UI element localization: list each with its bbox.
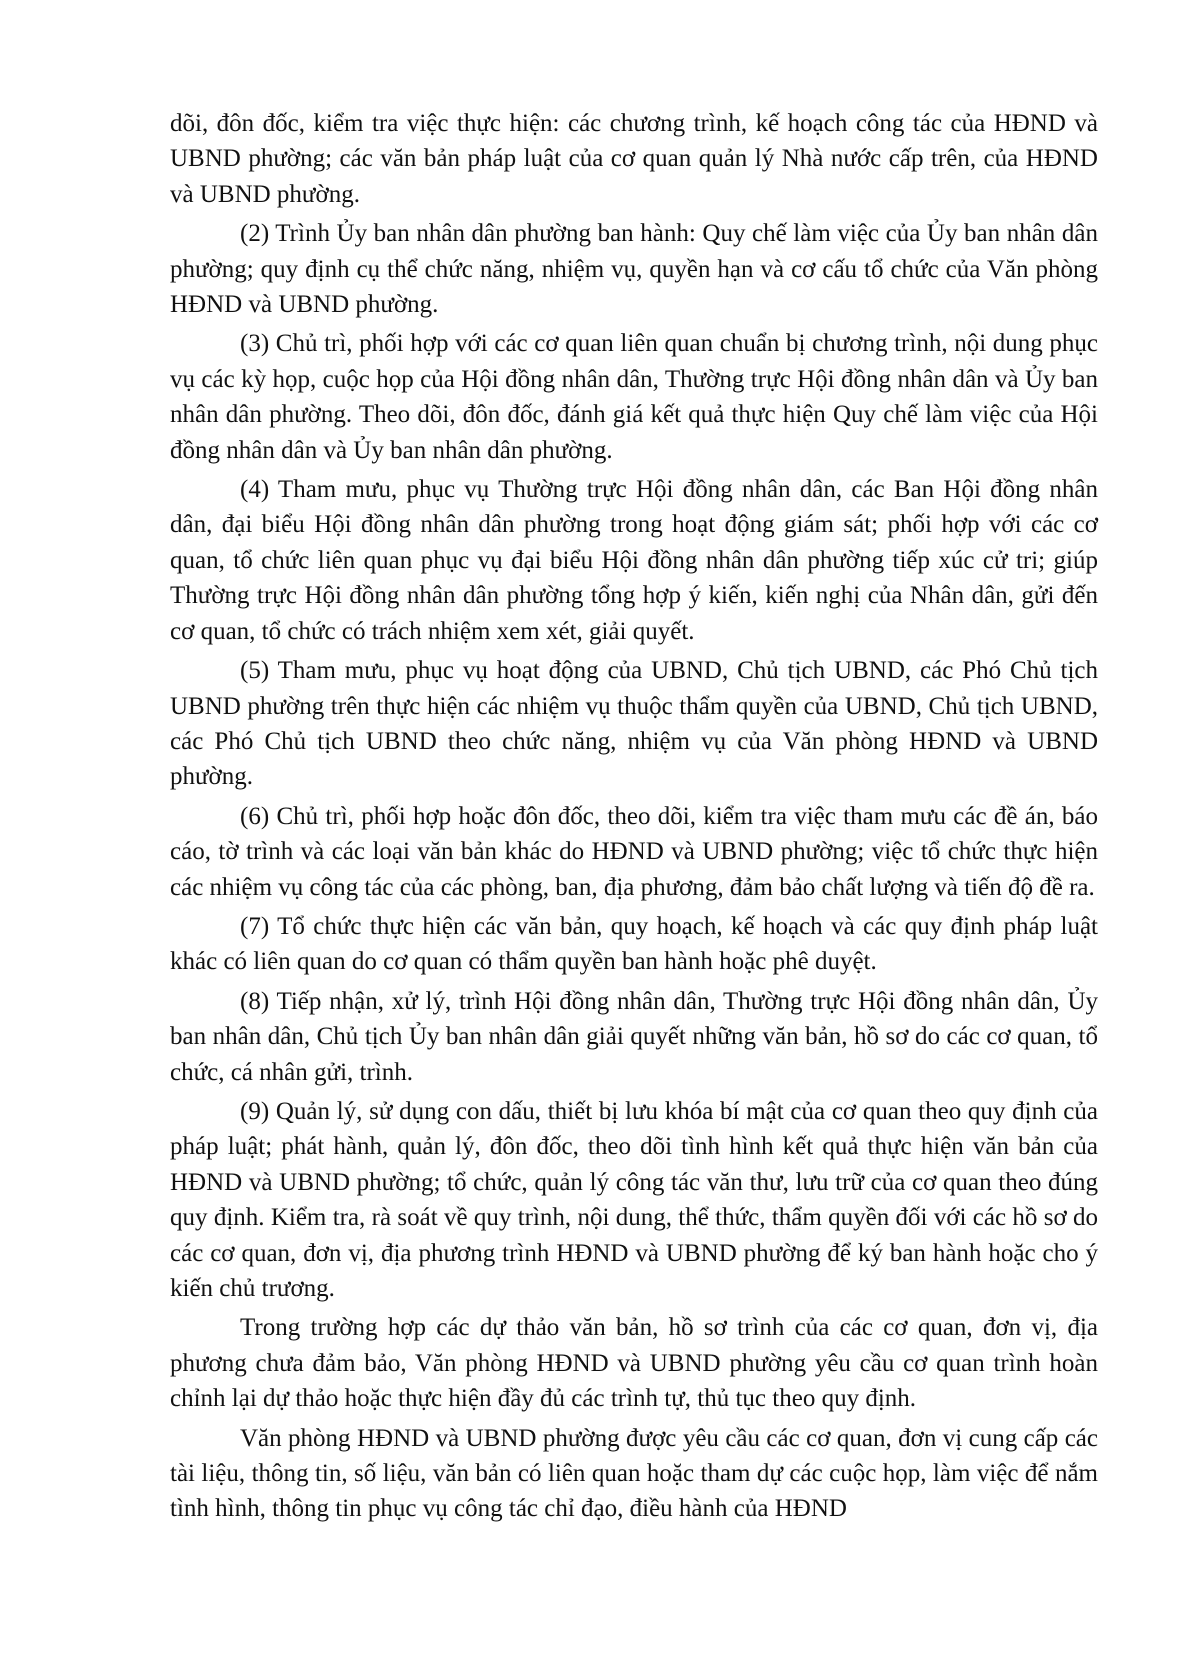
paragraph-continuation: dõi, đôn đốc, kiểm tra việc thực hiện: các chương trình, kế hoạch công tác của HĐND và UBND phường; các văn bản pháp luật của cơ quan quản lý Nhà nước cấp trên, của HĐND và UBND phường. — [170, 110, 1098, 208]
paragraph-item-7: (7) Tổ chức thực hiện các văn bản, quy hoạch, kế hoạch và các quy định pháp luật khác có liên quan do cơ quan có thẩm quyền ban hành hoặc phê duyệt. — [170, 912, 1098, 976]
paragraph-item-5: (5) Tham mưu, phục vụ hoạt động của UBND, Chủ tịch UBND, các Phó Chủ tịch UBND phường trên thực hiện các nhiệm vụ thuộc thẩm quyền của UBND, Chủ tịch UBND, các Phó Chủ tịch UBND theo chức năng, nhiệm vụ của Văn phòng HĐND và UBND phường. — [170, 657, 1098, 791]
paragraph-office-rights: Văn phòng HĐND và UBND phường được yêu cầu các cơ quan, đơn vị cung cấp các tài liệu, thông tin, số liệu, văn bản có liên quan hoặc tham dự các cuộc họp, làm việc để nắm tình hình, thông tin phục vụ công tác chỉ đạo, điều hành của HĐND — [170, 1424, 1098, 1523]
paragraph-item-9: (9) Quản lý, sử dụng con dấu, thiết bị lưu khóa bí mật của cơ quan theo quy định của pháp luật; phát hành, quản lý, đôn đốc, theo dõi tình hình kết quả thực hiện văn bản của HĐND và UBND phường; tổ chức, quản lý công tác văn thư, lưu trữ của cơ quan theo đúng quy định. Kiểm tra, rà soát về quy trình, nội dung, thể thức, thẩm quyền đối với các hồ sơ do các cơ quan, đơn vị, địa phương trình HĐND và UBND phường để ký ban hành hoặc cho ý kiến chủ trương. — [170, 1097, 1098, 1302]
paragraph-item-2: (2) Trình Ủy ban nhân dân phường ban hành: Quy chế làm việc của Ủy ban nhân dân phường; quy định cụ thể chức năng, nhiệm vụ, quyền hạn và cơ cấu tổ chức của Văn phòng HĐND và UBND phường. — [170, 220, 1098, 319]
paragraph-item-3: (3) Chủ trì, phối hợp với các cơ quan liên quan chuẩn bị chương trình, nội dung phục vụ các kỳ họp, cuộc họp của Hội đồng nhân dân, Thường trực Hội đồng nhân dân và Ủy ban nhân dân phường. Theo dõi, đôn đốc, đánh giá kết quả thực hiện Quy chế làm việc của Hội đồng nhân dân và Ủy ban nhân dân phường. — [170, 330, 1098, 464]
paragraph-item-6: (6) Chủ trì, phối hợp hoặc đôn đốc, theo dõi, kiểm tra việc tham mưu các đề án, báo cáo, tờ trình và các loại văn bản khác do HĐND và UBND phường; việc tổ chức thực hiện các nhiệm vụ công tác của các phòng, ban, địa phương, đảm bảo chất lượng và tiến độ đề ra. — [170, 802, 1098, 901]
paragraph-draft-handling: Trong trường hợp các dự thảo văn bản, hồ sơ trình của các cơ quan, đơn vị, địa phương chưa đảm bảo, Văn phòng HĐND và UBND phường yêu cầu cơ quan trình hoàn chỉnh lại dự thảo hoặc thực hiện đầy đủ các trình tự, thủ tục theo quy định. — [170, 1314, 1098, 1413]
paragraph-item-8: (8) Tiếp nhận, xử lý, trình Hội đồng nhân dân, Thường trực Hội đồng nhân dân, Ủy ban nhân dân, Chủ tịch Ủy ban nhân dân giải quyết những văn bản, hồ sơ do các cơ quan, tổ chức, cá nhân gửi, trình. — [170, 987, 1098, 1086]
paragraph-item-4: (4) Tham mưu, phục vụ Thường trực Hội đồng nhân dân, các Ban Hội đồng nhân dân, đại biểu Hội đồng nhân dân phường trong hoạt động giám sát; phối hợp với các cơ quan, tổ chức liên quan phục vụ đại biểu Hội đồng nhân dân phường tiếp xúc cử tri; giúp Thường trực Hội đồng nhân dân phường tổng hợp ý kiến, kiến nghị của Nhân dân, gửi đến cơ quan, tổ chức có trách nhiệm xem xét, giải quyết. — [170, 476, 1098, 645]
document-page — [170, 106, 1098, 1531]
